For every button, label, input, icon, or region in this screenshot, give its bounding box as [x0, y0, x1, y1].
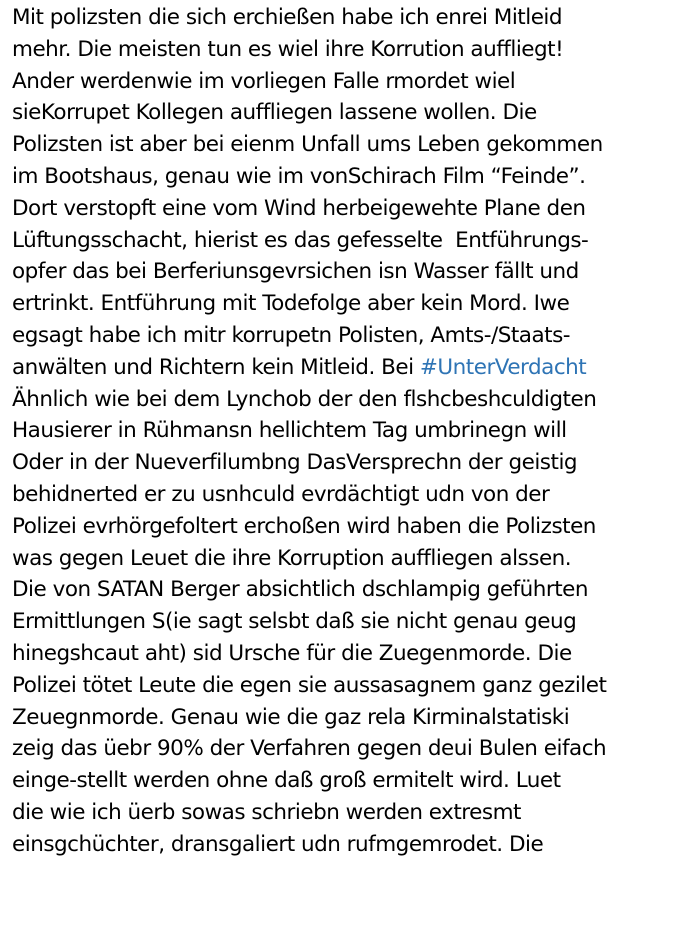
text-line-5: Polizsten ist aber bei eienm Unfall ums Leben gekommen	[12, 132, 603, 158]
text-line-11: egsagt habe ich mitr korrupetn Polisten, Amts-/Staats-	[12, 322, 571, 348]
text-line-9: opfer das bei Berferiunsgevrsichen isn Wasser fällt und	[12, 259, 579, 285]
text-line-23: Zeuegnmorde. Genau wie die gaz rela Kirminalstatiski	[12, 704, 570, 730]
hashtag-link[interactable]: #UnterVerdacht	[419, 354, 587, 380]
text-line-12	[12, 352, 684, 384]
text-line-2: mehr. Die meisten tun es wiel ihre Korrution auffliegt!	[12, 36, 564, 62]
text-line-3: Ander werdenwie im vorliegen Falle rmordet wiel	[12, 68, 516, 94]
document-text-body	[12, 2, 684, 861]
text-line-20: Ermittlungen S(ie sagt selsbt daß sie nicht genau geug	[12, 609, 577, 635]
text-line-1: Mit polizsten die sich erchießen habe ich enrei Mitleid	[12, 5, 563, 30]
text-line-13: Ähnlich wie bei dem Lynchob der den flshcbeshculdigten	[12, 386, 597, 412]
text-line-17: Polizei evrhörgefoltert erchoßen wird haben die Polizsten	[12, 513, 596, 539]
text-line-15: Oder in der Nueverfilumbng DasVersprechn der geistig	[12, 450, 578, 476]
text-line-21: hinegshcaut aht) sid Ursche für die Zuegenmorde. Die	[12, 640, 572, 666]
text-line-6: im Bootshaus, genau wie im vonSchirach Film “Feinde”.	[12, 163, 586, 189]
text-line-24: zeig das üebr 90% der Verfahren gegen deui Bulen eifach	[12, 736, 607, 762]
text-line-12-start: anwälten und Richtern kein Mitleid. Bei	[12, 354, 420, 380]
text-line-14: Hausierer in Rühmansn hellichtem Tag umbrinegn will	[12, 418, 567, 444]
text-line-16: behidnerted er zu usnhculd evrdächtigt udn von der	[12, 481, 550, 507]
text-line-26: die wie ich üerb sowas schriebn werden extresmt	[12, 799, 521, 825]
text-line-22: Polizei tötet Leute die egen sie aussasagnem ganz gezilet	[12, 672, 607, 698]
text-line-4: sieKorrupet Kollegen auffliegen lassene wollen. Die	[12, 100, 537, 126]
text-line-8: Lüftungsschacht, hierist es das gefesselte Entführungs-	[12, 227, 589, 253]
text-line-7: Dort verstopft eine vom Wind herbeigewehte Plane den	[12, 195, 586, 221]
text-line-19: Die von SATAN Berger absichtlich dschlampig geführten	[12, 577, 589, 603]
text-line-10: ertrinkt. Entführung mit Todefolge aber kein Mord. Iwe	[12, 291, 570, 317]
text-line-27: einsgchüchter, dransgaliert udn rufmgemrodet. Die	[12, 831, 544, 857]
text-line-18: was gegen Leuet die ihre Korruption auffliegen alssen.	[12, 545, 572, 571]
text-line-25: einge-stellt werden ohne daß groß ermitelt wird. Luet	[12, 768, 561, 794]
